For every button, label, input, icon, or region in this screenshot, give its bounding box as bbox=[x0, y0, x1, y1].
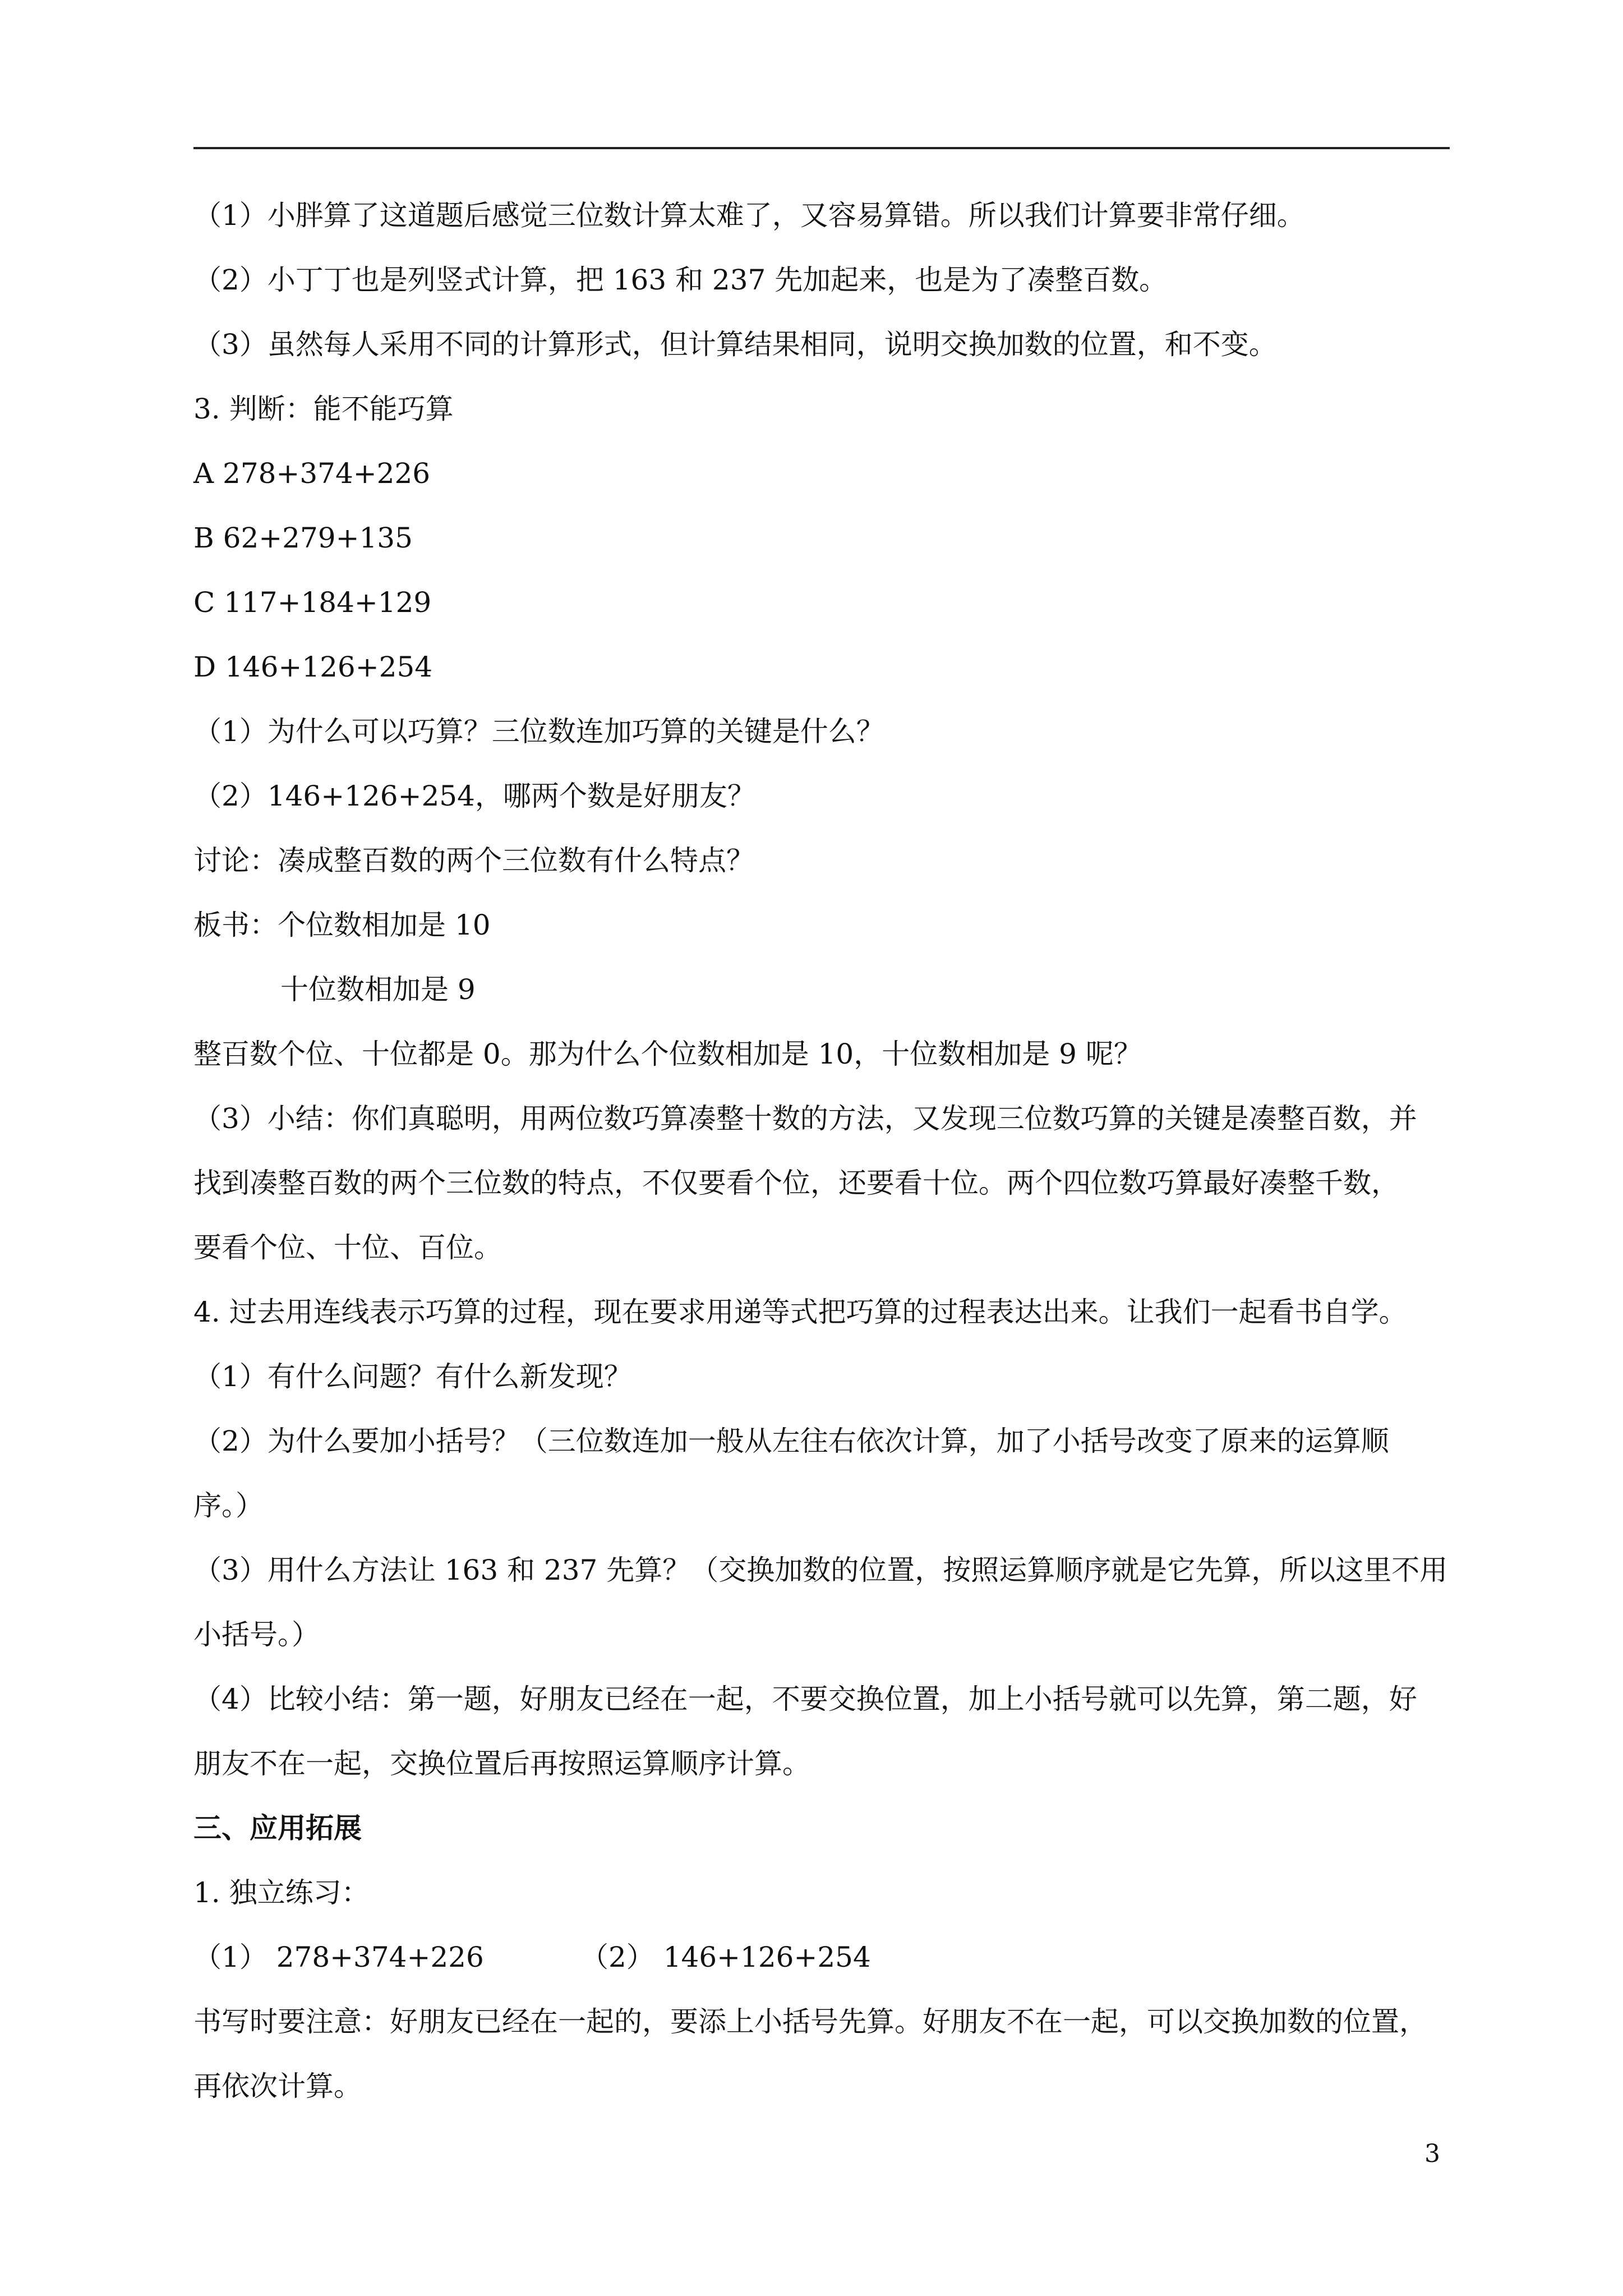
exercise-item: （1） 278+374+226 bbox=[193, 1941, 484, 1973]
para-line: 书写时要注意：好朋友已经在一起的，要添上小括号先算。好朋友不在一起，可以交换加数的位置， bbox=[193, 2005, 1427, 2038]
para-line: （3）小结：你们真聪明，用两位数巧算凑整十数的方法，又发现三位数巧算的关键是凑整百数，并 bbox=[193, 1102, 1417, 1135]
para-line: （1）有什么问题？有什么新发现？ bbox=[193, 1360, 632, 1393]
option-d: D 146+126+254 bbox=[193, 651, 433, 683]
para-line: （2）小丁丁也是列竖式计算，把 163 和 237 先加起来，也是为了凑整百数。 bbox=[193, 264, 1168, 296]
section-heading: 三、应用拓展 bbox=[193, 1811, 362, 1844]
para-line: 小括号。） bbox=[193, 1618, 320, 1651]
para-line: 整百数个位、十位都是 0。那为什么个位数相加是 10，十位数相加是 9 呢？ bbox=[193, 1038, 1142, 1070]
question-heading: 3. 判断：能不能巧算 bbox=[193, 393, 454, 425]
option-a: A 278+374+226 bbox=[193, 457, 431, 490]
para-line: （1）为什么可以巧算？三位数连加巧算的关键是什么？ bbox=[193, 715, 884, 748]
exercise-item: （2） 146+126+254 bbox=[580, 1941, 871, 1973]
para-line: （4）比较小结：第一题，好朋友已经在一起，不要交换位置，加上小括号就可以先算，第二题，好 bbox=[193, 1683, 1417, 1715]
option-c: C 117+184+129 bbox=[193, 586, 432, 619]
para-line: 找到凑整百数的两个三位数的特点，不仅要看个位，还要看十位。两个四位数巧算最好凑整千数， bbox=[193, 1167, 1399, 1199]
para-line: 朋友不在一起，交换位置后再按照运算顺序计算。 bbox=[193, 1747, 810, 1780]
para-line: （3）虽然每人采用不同的计算形式，但计算结果相同，说明交换加数的位置，和不变。 bbox=[193, 328, 1277, 361]
para-line: （3）用什么方法让 163 和 237 先算？（交换加数的位置，按照运算顺序就是它先算，所以这里不用 bbox=[193, 1554, 1448, 1586]
header-rule bbox=[193, 147, 1450, 149]
para-line: 再依次计算。 bbox=[193, 2070, 362, 2102]
page-number: 3 bbox=[1424, 2139, 1440, 2168]
para-line: 讨论：凑成整百数的两个三位数有什么特点？ bbox=[193, 844, 754, 877]
question-heading: 4. 过去用连线表示巧算的过程，现在要求用递等式把巧算的过程表达出来。让我们一起看书自学。 bbox=[193, 1296, 1407, 1328]
board-note: 十位数相加是 9 bbox=[280, 973, 476, 1006]
para-line: （2）146+126+254，哪两个数是好朋友？ bbox=[193, 780, 755, 812]
board-note: 板书：个位数相加是 10 bbox=[193, 909, 491, 941]
para-line: 序。） bbox=[193, 1489, 264, 1522]
para-line: （2）为什么要加小括号？（三位数连加一般从左往右依次计算，加了小括号改变了原来的运算顺 bbox=[193, 1425, 1389, 1457]
option-b: B 62+279+135 bbox=[193, 522, 413, 554]
para-line: （1）小胖算了这道题后感觉三位数计算太难了，又容易算错。所以我们计算要非常仔细。 bbox=[193, 199, 1305, 232]
question-heading: 1. 独立练习： bbox=[193, 1876, 370, 1909]
para-line: 要看个位、十位、百位。 bbox=[193, 1231, 502, 1264]
